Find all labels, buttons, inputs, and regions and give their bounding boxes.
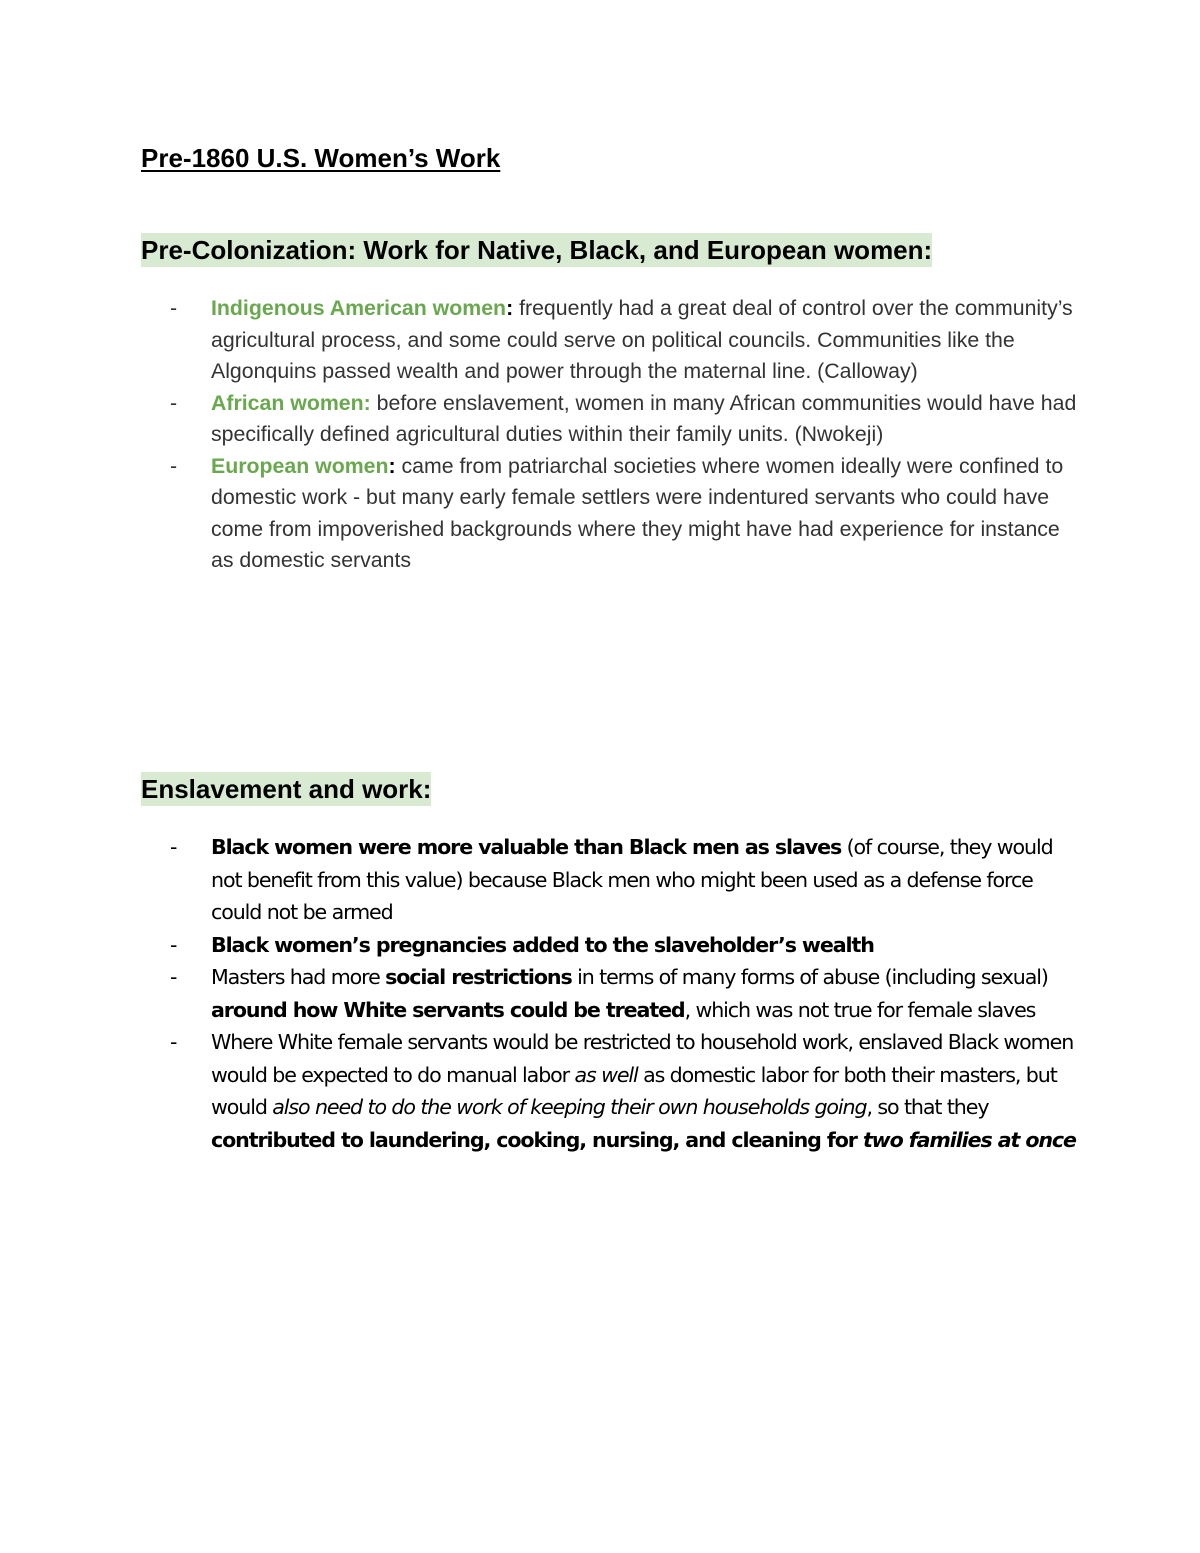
list-item xyxy=(0,451,1080,577)
heading-highlight: Enslavement and work: xyxy=(141,774,432,804)
lead-colon: : xyxy=(388,453,396,478)
text-run: Black women’s pregnancies added to the slaveholder’s wealth xyxy=(211,932,874,957)
lead-term: European women xyxy=(211,453,389,478)
text-run: Black women were more valuable than Black men as slaves xyxy=(211,835,842,859)
list-item xyxy=(0,929,1080,962)
text-run: also need to do the work of keeping their own households going xyxy=(272,1095,867,1119)
list-bullet: - xyxy=(170,453,178,478)
list-item xyxy=(0,1026,1080,1156)
text-run: contributed to laundering, cooking, nursing, and cleaning for xyxy=(211,1127,863,1152)
lead-colon: : xyxy=(506,296,514,320)
text-run: as domestic labor for both their masters, but would xyxy=(211,1062,1057,1119)
text-run: in terms of many forms of abuse (including sexual) xyxy=(571,965,1048,989)
enslavement-list xyxy=(0,831,1080,1156)
lead-term: African women: xyxy=(211,390,371,415)
text-run: social restrictions xyxy=(385,965,572,989)
list-bullet: - xyxy=(170,965,178,989)
list-bullet: - xyxy=(170,296,178,320)
list-bullet: - xyxy=(170,932,178,957)
list-bullet: - xyxy=(170,390,178,415)
text-run: Masters had more xyxy=(211,965,386,989)
pre-colonization-list xyxy=(0,293,1080,577)
text-run: as well xyxy=(574,1062,638,1087)
list-item xyxy=(0,388,1080,451)
list-item xyxy=(0,293,1080,388)
section-heading-enslavement xyxy=(141,772,431,806)
list-item xyxy=(0,831,1080,929)
lead-term: Indigenous American women xyxy=(211,296,507,320)
text-run: Where White female servants would be restricted to household work, enslaved Black women would be expected to do manual labor xyxy=(211,1030,1074,1087)
section-heading-pre-colonization xyxy=(141,233,932,267)
item-text: frequently had a great deal of control over the community’s agricultural process, and some could serve on political councils. Communities like the Algonquins passed wealth and power through the maternal line. (Calloway) xyxy=(211,296,1073,383)
text-run: (of course, they would not benefit from this value) because Black men who might been used as a defense force could not be armed xyxy=(211,835,1053,924)
text-run: two families at once xyxy=(862,1127,1076,1152)
text-run: , which was not true for female slaves xyxy=(684,997,1036,1022)
list-bullet: - xyxy=(170,835,178,859)
document-title: Pre-1860 U.S. Women’s Work xyxy=(141,143,501,173)
list-item xyxy=(0,961,1080,1026)
text-run: , so that they xyxy=(866,1095,989,1119)
text-run: around how White servants could be treated xyxy=(211,997,685,1022)
item-text: came from patriarchal societies where women ideally were confined to domestic work - but many early female settlers were indentured servants who could have come from impoverished backgrounds where they might have had experience for instance as domestic servants xyxy=(211,453,1064,572)
item-text: before enslavement, women in many African communities would have had specifically defined agricultural duties within their family units. (Nwokeji) xyxy=(211,390,1077,446)
heading-highlight: Pre-Colonization: Work for Native, Black, and European women: xyxy=(141,235,933,265)
list-bullet: - xyxy=(170,1030,178,1054)
